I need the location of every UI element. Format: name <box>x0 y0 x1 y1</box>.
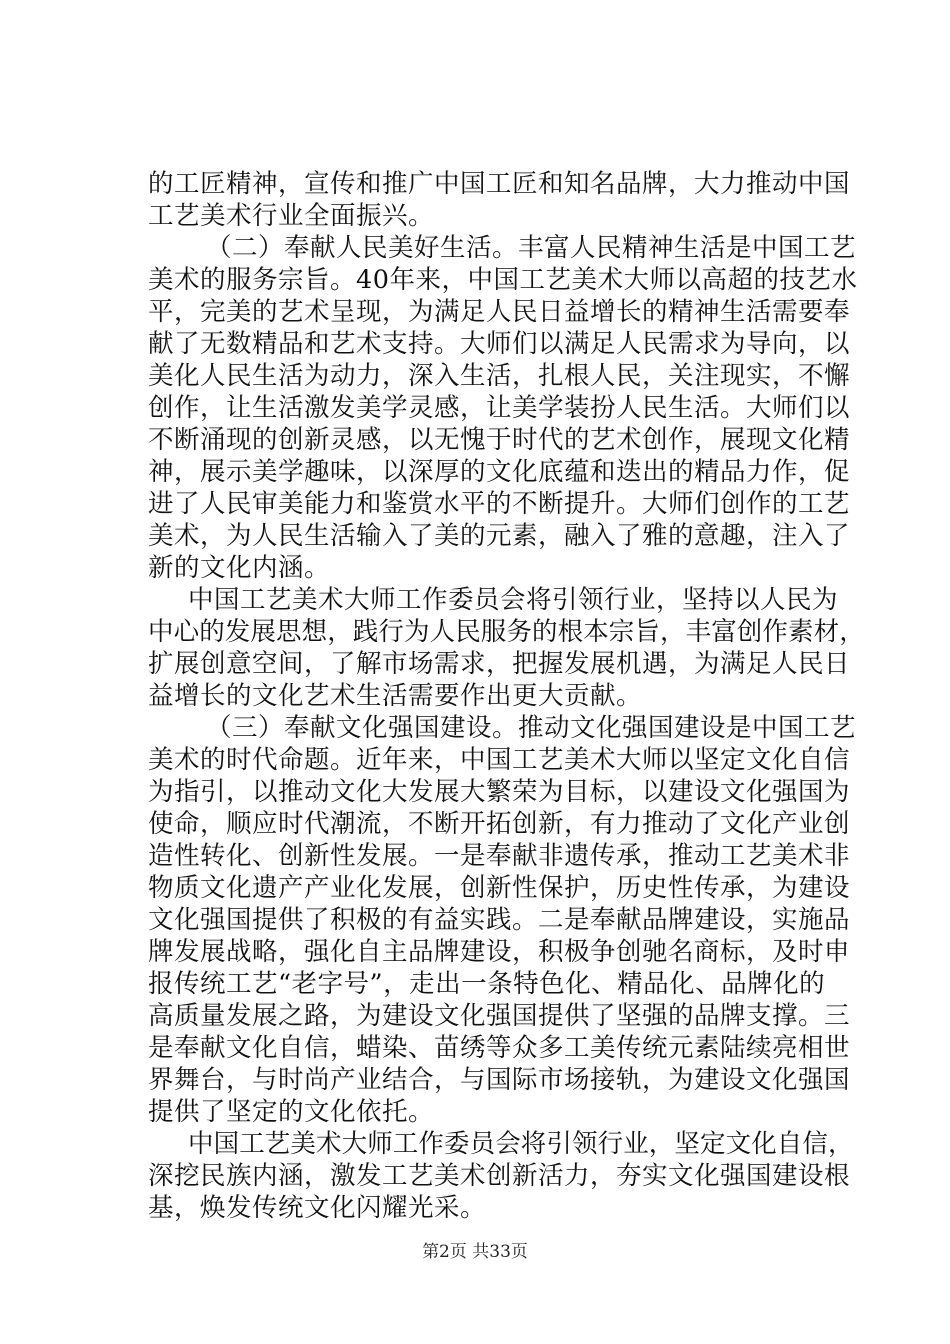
text-line: 提供了坚定的文化依托。 <box>148 1097 435 1127</box>
text-line: 是奉献文化自信，蜡染、苗绣等众多工美传统元素陆续亮相世 <box>148 1033 851 1063</box>
text-line: 献了无数精品和艺术支持。大师们以满足人民需求为导向，以 <box>148 329 851 359</box>
text-line: 创作，让生活激发美学灵感，让美学装扮人民生活。大师们以 <box>148 393 851 423</box>
text-line: 新的文化内涵。 <box>148 553 331 583</box>
text-line: 报传统工艺“老字号”，走出一条特色化、精品化、品牌化的 <box>148 969 826 999</box>
text-line: 中国工艺美术大师工作委员会将引领行业，坚定文化自信， <box>188 1129 854 1159</box>
text-line: 美化人民生活为动力，深入生活，扎根人民，关注现实，不懈 <box>148 361 851 391</box>
text-line: 美术，为人民生活输入了美的元素，融入了雅的意趣，注入了 <box>148 521 851 551</box>
document-body <box>148 168 865 1224</box>
text-line: 中心的发展思想，践行为人民服务的根本宗旨，丰富创作素材， <box>148 617 865 647</box>
text-line: 界舞台，与时尚产业结合，与国际市场接轨，为建设文化强国 <box>148 1065 851 1095</box>
text-line: 中国工艺美术大师工作委员会将引领行业，坚持以人民为 <box>188 585 839 615</box>
text-line: 益增长的文化艺术生活需要作出更大贡献。 <box>148 681 643 711</box>
text-line: 使命，顺应时代潮流，不断开拓创新，有力推动了文化产业创 <box>148 809 851 839</box>
text-line: 扩展创意空间，了解市场需求，把握发展机遇，为满足人民日 <box>148 649 851 679</box>
text-line: 物质文化遗产产业化发展，创新性保护，历史性传承，为建设 <box>148 873 851 903</box>
text-line: 牌发展战略，强化自主品牌建设，积极争创驰名商标，及时申 <box>148 937 851 967</box>
text-line: 不断涌现的创新灵感，以无愧于时代的艺术创作，展现文化精 <box>148 425 851 455</box>
text-line: 神，展示美学趣味，以深厚的文化底蕴和迭出的精品力作，促 <box>148 457 851 487</box>
text-line: 进了人民审美能力和鉴赏水平的不断提升。大师们创作的工艺 <box>148 489 851 519</box>
text-line: 的工匠精神，宣传和推广中国工匠和知名品牌，大力推动中国 <box>148 169 851 199</box>
text-line: 基，焕发传统文化闪耀光采。 <box>148 1193 487 1223</box>
text-line: 平，完美的艺术呈现，为满足人民日益增长的精神生活需要奉 <box>148 297 851 327</box>
text-line: 工艺美术行业全面振兴。 <box>148 201 435 231</box>
text-line: （三）奉献文化强国建设。推动文化强国建设是中国工艺 <box>206 713 857 743</box>
text-line: 深挖民族内涵，激发工艺美术创新活力，夯实文化强国建设根 <box>148 1161 851 1191</box>
text-line: 高质量发展之路，为建设文化强国提供了坚强的品牌支撑。三 <box>148 1001 851 1031</box>
text-line: 美术的服务宗旨。40年来，中国工艺美术大师以高超的技艺水 <box>148 265 858 295</box>
text-line: 造性转化、创新性发展。一是奉献非遗传承，推动工艺美术非 <box>148 841 851 871</box>
text-line: 美术的时代命题。近年来，中国工艺美术大师以坚定文化自信 <box>148 745 851 775</box>
text-line: 文化强国提供了积极的有益实践。二是奉献品牌建设，实施品 <box>148 905 851 935</box>
page-number-footer: 第2页 共33页 <box>422 1242 528 1262</box>
text-line: （二）奉献人民美好生活。丰富人民精神生活是中国工艺 <box>206 233 857 263</box>
text-line: 为指引，以推动文化大发展大繁荣为目标，以建设文化强国为 <box>148 777 851 807</box>
